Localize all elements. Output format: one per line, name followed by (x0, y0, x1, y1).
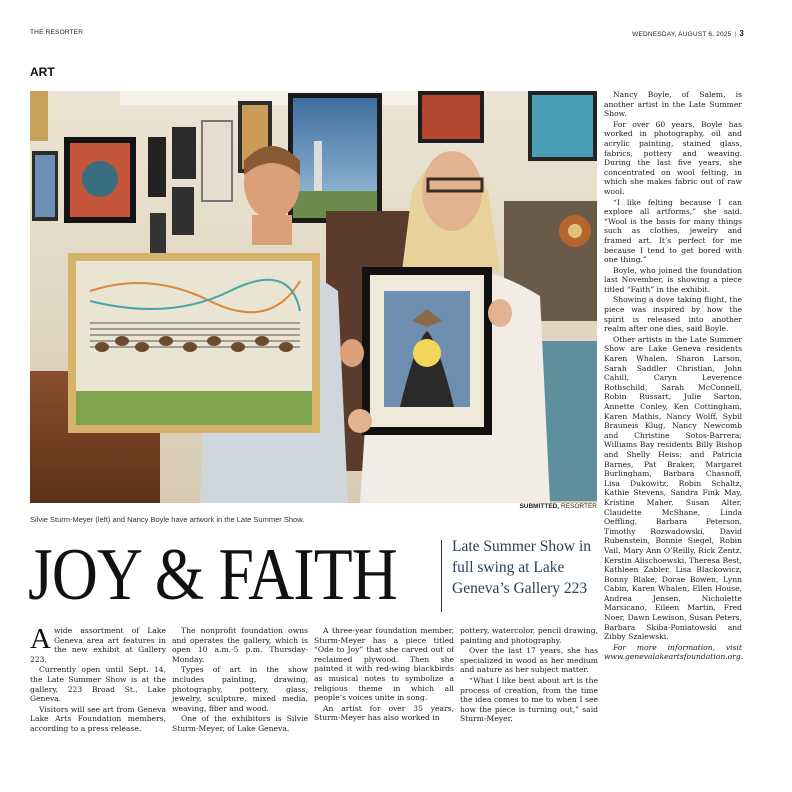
section-label: ART (30, 65, 55, 79)
photo-credit (30, 503, 597, 510)
credit-org: RESORTER (561, 503, 597, 510)
issue-date: WEDNESDAY, AUGUST 6, 2025 (632, 31, 732, 38)
paragraph: “I like felting because I can explore all artforms,” she said. “Wool is the basis for many things such as clothes, jewelry and framed art. It’s perfect for me because I tend to get bored with one thing.” (604, 197, 742, 265)
headline-divider (441, 540, 442, 612)
publication-name: THE RESORTER (30, 29, 84, 36)
drop-cap: A (30, 623, 51, 655)
paragraph: Over the last 17 years, she has specialized in wood as her medium and nature as her subject matter. (460, 646, 598, 675)
paragraph: The nonprofit foundation owns and operates the gallery, which is open 10 a.m.-5 p.m. Thursday-Monday. (172, 626, 308, 664)
page-number: 3 (739, 29, 744, 38)
paragraph: Types of art in the show includes painting, drawing, photography, pottery, glass, jewelry, sculpture, mixed media, weaving, fiber and wood. (172, 665, 308, 713)
article-column-5 (604, 90, 742, 662)
article-photo (30, 91, 597, 503)
header-separator: | (734, 31, 737, 38)
page-header-right (632, 29, 744, 38)
paragraph: Nancy Boyle, of Salem, is another artist in the Late Summer Show. (604, 90, 742, 119)
headline: JOY & FAITH (28, 534, 397, 616)
paragraph: For over 60 years, Boyle has worked in photography, oil and acrylic painting, stained glass, fabrics, pottery and weaving. During the last five years, she concentrated on wool felting, in which she makes fabric out of raw wool. (604, 119, 742, 196)
paragraph: A three-year foundation member, Sturm-Meyer has a piece titled “Ode to Joy” that she carved out of reclaimed plywood. Then she painted it with red-wing blackbirds as musical notes to symbolize a religious theme in which all people’s voices unite in song. (314, 626, 454, 703)
paragraph: Currently open until Sept. 14, the Late Summer Show is at the gallery, 223 Broad St., Lake Geneva. (30, 665, 166, 704)
article-column-2 (172, 626, 308, 734)
photo-caption: Silvie Sturm-Meyer (left) and Nancy Boyle have artwork in the Late Summer Show. (30, 515, 305, 524)
article-column-1 (30, 623, 166, 734)
paragraph: One of the exhibitors is Silvie Sturm-Meyer, of Lake Geneva. (172, 714, 308, 733)
article-column-3 (314, 626, 454, 723)
closing-info-link[interactable]: For more information, visit www.genevalakeartsfoundation.org. (604, 642, 744, 662)
paragraph: Visitors will see art from Geneva Lake Arts Foundation members, according to a press release. (30, 704, 166, 733)
paragraph: An artist for over 35 years, Sturm-Meyer has also worked in (314, 703, 454, 723)
paragraph: Awide assortment of Lake Geneva area art features in the new exhibit at Gallery 223. (30, 623, 166, 664)
paragraph: Showing a dove taking flight, the piece was inspired by how the spirit is released into another realm after one dies, said Boyle. (604, 295, 742, 334)
deck-subheadline: Late Summer Show in full swing at Lake Geneva’s Gallery 223 (452, 538, 592, 597)
paragraph: “What I like best about art is the process of creation, from the time the idea comes to me to when I see how the piece is turning out,” said Sturm-Meyer. (460, 675, 598, 724)
credit-source: SUBMITTED, (519, 503, 560, 510)
paragraph: Boyle, who joined the foundation last November, is showing a piece titled “Faith” in the exhibit. (604, 265, 742, 294)
paragraph: pottery, watercolor, pencil drawing, painting and photography. (460, 626, 598, 645)
paragraph: Other artists in the Late Summer Show are Lake Geneva residents Karen Whalen, Sharon Larson, Sarah Saddler Christian, John Cahill, Caryn Leverence Rothschild, Sarah McConnell, Robin Russart, Julie Sarton, Annette Conley, Ken Cottingham, Karen Mathis, Nancy Wolff, Sybil Brauneis Klug, Nancy Newcomb and Christine Sotos-Barrera; Williams Bay residents Billy Bishop and Shelly Heiss; and Patricia Barnes, Pat Braker, Margaret Burlingham, Barbara Chasnoff, Lisa Dukowitz, Robin Schaltz, Kathie Stevens, Sandra Fink May, Kristine Maher, Susan Alter, Claudette McShane, Linda Oeffling, Barbara Peterson, Timothy Rozwadowski, David Rubenstein, Bonnie Siegel, Robin Vail, Mary Ann O’Reilly, Rick Zentz, Kerstin Alischoewski, Theresa Best, Kathleen Zabler, Lisa Blackowicz, Bonny Blake, Dorae Bowen, Lynn Cabin, Karen Whalen, Ellen House, Andrea Jensen, Nicholette Marsicano, Eileen Martin, Fred Noer, Dawn Lewison, Susan Peters, Barbara Skiba-Poniatowski and Zibby Szalewski. (604, 334, 742, 642)
article-column-4 (460, 626, 598, 724)
